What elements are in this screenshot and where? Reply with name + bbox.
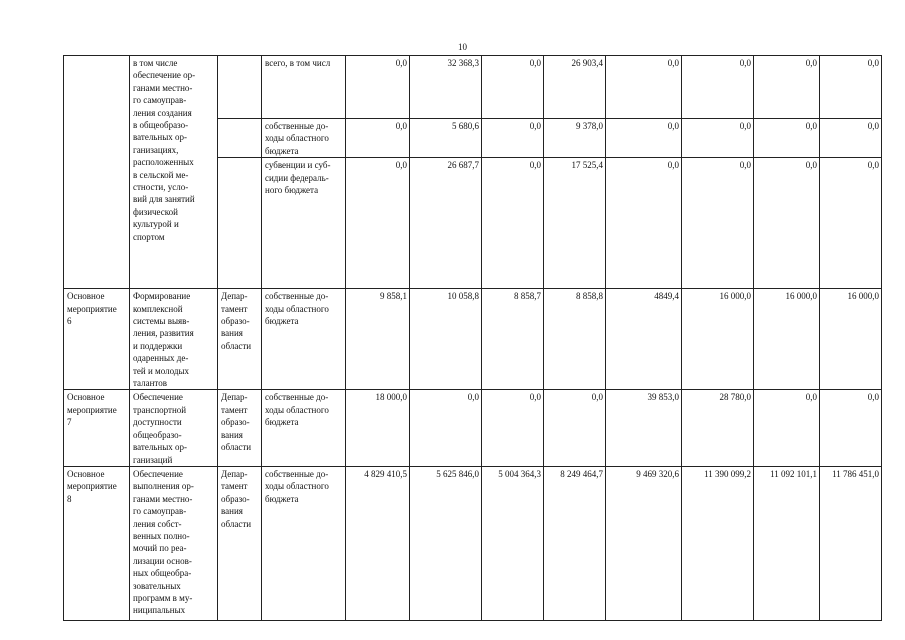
value-cell: 11 786 451,0 <box>820 466 882 620</box>
funding-source-cell: собственные до- ходы областного бюджета <box>262 466 346 620</box>
measure-name-cell: Основное мероприятие 7 <box>64 390 130 466</box>
value-cell: 0,0 <box>482 390 544 466</box>
value-cell: 0,0 <box>820 390 882 466</box>
value-cell: 32 368,3 <box>410 56 482 119</box>
value-cell: 0,0 <box>346 119 410 158</box>
value-cell: 8 858,8 <box>544 289 606 390</box>
value-cell: 0,0 <box>682 158 754 289</box>
executor-cell: Депар- тамент образо- вания области <box>218 466 262 620</box>
funding-source-cell: субвенции и суб- сидии федераль- ного бюджета <box>262 158 346 289</box>
value-cell: 16 000,0 <box>754 289 820 390</box>
value-cell: 17 525,4 <box>544 158 606 289</box>
value-cell: 28 780,0 <box>682 390 754 466</box>
value-cell: 26 687,7 <box>410 158 482 289</box>
measure-description-cell: Обеспечение выполнения ор- ганами местно- го самоуправ- ления собст- венных полно- мочий по реа- лизации основ- ных общеобра- зовательных программ в му- ниципальных <box>130 466 218 620</box>
value-cell: 0,0 <box>482 119 544 158</box>
value-cell: 5 004 364,3 <box>482 466 544 620</box>
value-cell: 0,0 <box>482 158 544 289</box>
table-row <box>64 289 882 390</box>
value-cell: 0,0 <box>754 390 820 466</box>
executor-cell: Депар- тамент образо- вания области <box>218 390 262 466</box>
value-cell: 0,0 <box>820 119 882 158</box>
value-cell: 0,0 <box>482 56 544 119</box>
value-cell: 5 680,6 <box>410 119 482 158</box>
budget-table <box>63 55 882 621</box>
value-cell: 9 378,0 <box>544 119 606 158</box>
value-cell: 0,0 <box>346 56 410 119</box>
value-cell: 16 000,0 <box>682 289 754 390</box>
value-cell: 0,0 <box>754 56 820 119</box>
value-cell: 0,0 <box>820 56 882 119</box>
value-cell: 39 853,0 <box>606 390 682 466</box>
value-cell: 0,0 <box>544 390 606 466</box>
measure-name-cell: Основное мероприятие 8 <box>64 466 130 620</box>
value-cell: 0,0 <box>820 158 882 289</box>
executor-cell <box>218 119 262 158</box>
value-cell: 0,0 <box>754 119 820 158</box>
value-cell: 4849,4 <box>606 289 682 390</box>
page-number: 10 <box>458 42 467 52</box>
value-cell: 0,0 <box>410 390 482 466</box>
executor-cell: Депар- тамент образо- вания области <box>218 289 262 390</box>
value-cell: 0,0 <box>606 158 682 289</box>
value-cell: 0,0 <box>346 158 410 289</box>
value-cell: 11 092 101,1 <box>754 466 820 620</box>
value-cell: 8 249 464,7 <box>544 466 606 620</box>
value-cell: 18 000,0 <box>346 390 410 466</box>
value-cell: 11 390 099,2 <box>682 466 754 620</box>
value-cell: 0,0 <box>606 56 682 119</box>
funding-source-cell: собственные до- ходы областного бюджета <box>262 289 346 390</box>
funding-source-cell: собственные до- ходы областного бюджета <box>262 119 346 158</box>
executor-cell <box>218 56 262 119</box>
executor-cell <box>218 158 262 289</box>
value-cell: 5 625 846,0 <box>410 466 482 620</box>
measure-name-cell <box>64 56 130 289</box>
value-cell: 0,0 <box>682 56 754 119</box>
table-row <box>64 390 882 466</box>
measure-name-cell: Основное мероприятие 6 <box>64 289 130 390</box>
value-cell: 0,0 <box>606 119 682 158</box>
value-cell: 10 058,8 <box>410 289 482 390</box>
value-cell: 26 903,4 <box>544 56 606 119</box>
measure-description-cell: Обеспечение транспортной доступности общеобразо- вательных ор- ганизаций <box>130 390 218 466</box>
value-cell: 9 469 320,6 <box>606 466 682 620</box>
value-cell: 16 000,0 <box>820 289 882 390</box>
funding-source-cell: всего, в том числ <box>262 56 346 119</box>
measure-description-cell: в том числе обеспечение ор- ганами местно- го самоуправ- ления создания в общеобразо- вательных ор- ганизациях, расположенных в сельской ме- стности, усло- вий для занятий физической культурой и спортом <box>130 56 218 289</box>
value-cell: 0,0 <box>682 119 754 158</box>
funding-source-cell: собственные до- ходы областного бюджета <box>262 390 346 466</box>
table-row <box>64 466 882 620</box>
value-cell: 8 858,7 <box>482 289 544 390</box>
measure-description-cell: Формирование комплексной системы выяв- ления, развития и поддержки одаренных де- тей и молодых талантов <box>130 289 218 390</box>
value-cell: 9 858,1 <box>346 289 410 390</box>
table-row <box>64 56 882 119</box>
value-cell: 4 829 410,5 <box>346 466 410 620</box>
value-cell: 0,0 <box>754 158 820 289</box>
